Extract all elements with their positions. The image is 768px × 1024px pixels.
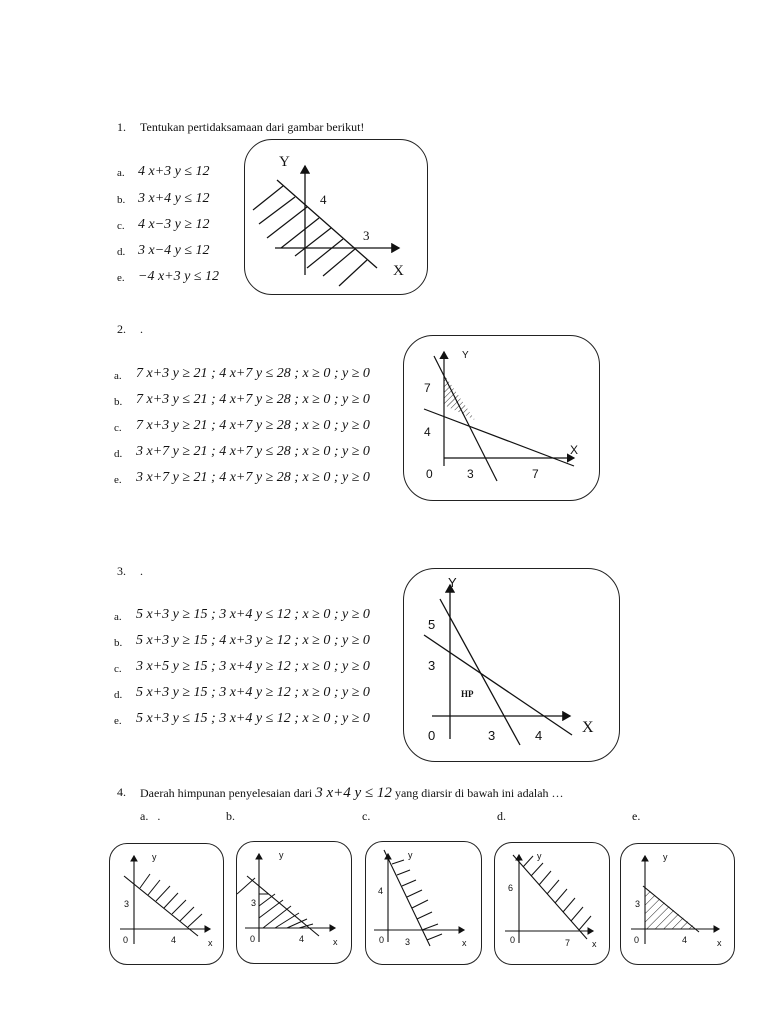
svg-text:x: x xyxy=(208,938,213,948)
q3-line-5x3y xyxy=(440,599,520,745)
q1-graph xyxy=(244,139,428,295)
q3-option-d[interactable]: 5 x+3 y ≥ 15 ; 3 x+4 y ≥ 12 ; x ≥ 0 ; y ≥ 0 xyxy=(136,685,370,700)
q3-y-tick-3: 3 xyxy=(428,658,436,673)
q2-y-tick-7: 7 xyxy=(424,381,431,395)
q3-option-b-letter: b. xyxy=(114,637,123,649)
q4-option-d-graph[interactable] xyxy=(494,842,610,965)
q3-graph xyxy=(403,568,620,762)
q4-option-c-graph[interactable] xyxy=(365,841,482,965)
question-3-number: 3. xyxy=(117,564,126,578)
q4-option-b-graph[interactable] xyxy=(236,841,352,964)
q2-x-tick-0: 0 xyxy=(426,467,433,481)
svg-text:3: 3 xyxy=(251,898,257,908)
q4-option-a-letter: a. . xyxy=(140,809,161,823)
q3-option-e[interactable]: 5 x+3 y ≤ 15 ; 3 x+4 y ≤ 12 ; x ≥ 0 ; y ≥ 0 xyxy=(136,711,370,726)
q4-option-e-graph[interactable] xyxy=(620,843,735,965)
question-4-number: 4. xyxy=(117,785,126,799)
q2-x-tick-3: 3 xyxy=(467,467,474,481)
q1-x-intercept-label: 3 xyxy=(363,228,370,243)
q3-option-a[interactable]: 5 x+3 y ≥ 15 ; 3 x+4 y ≤ 12 ; x ≥ 0 ; y ≥ 0 xyxy=(136,607,370,622)
q3-option-c-letter: c. xyxy=(114,663,122,675)
q1-x-axis-label: X xyxy=(393,263,404,279)
q1-y-axis-label: Y xyxy=(279,154,290,170)
q3-y-axis-label: Y xyxy=(448,575,457,590)
q4-text-before: Daerah himpunan penyelesaian dari xyxy=(140,786,313,800)
svg-text:y: y xyxy=(663,852,668,862)
q1-option-b-letter: b. xyxy=(117,194,126,206)
q4-option-e-letter: e. xyxy=(632,809,641,823)
question-1-number: 1. xyxy=(117,120,126,134)
q3-option-e-letter: e. xyxy=(114,715,122,727)
svg-text:4: 4 xyxy=(171,935,177,945)
q3-x-tick-3: 3 xyxy=(488,728,496,743)
svg-text:3: 3 xyxy=(405,937,411,947)
q2-option-d-letter: d. xyxy=(114,448,123,460)
q1-option-a[interactable]: 4 x+3 y ≤ 12 xyxy=(138,164,210,179)
q1-option-c[interactable]: 4 x−3 y ≥ 12 xyxy=(138,217,210,232)
svg-text:4: 4 xyxy=(682,935,688,945)
question-2-number: 2. xyxy=(117,322,126,336)
svg-text:x: x xyxy=(462,938,467,948)
q1-option-a-letter: a. xyxy=(117,167,125,179)
q3-option-c[interactable]: 3 x+5 y ≥ 15 ; 3 x+4 y ≥ 12 ; x ≥ 0 ; y ≥ 0 xyxy=(136,659,370,674)
svg-text:0: 0 xyxy=(634,935,640,945)
q4-expression: 3 x+4 y ≤ 12 xyxy=(315,785,392,801)
q1-option-c-letter: c. xyxy=(117,220,125,232)
q2-option-a-letter: a. xyxy=(114,370,122,382)
svg-text:y: y xyxy=(279,850,284,860)
question-3-text: . xyxy=(140,564,143,578)
q3-x-axis-label: X xyxy=(582,719,594,736)
q3-option-b[interactable]: 5 x+3 y ≥ 15 ; 4 x+3 y ≥ 12 ; x ≥ 0 ; y ≥ 0 xyxy=(136,633,370,648)
svg-text:4: 4 xyxy=(299,934,305,944)
q3-option-d-letter: d. xyxy=(114,689,123,701)
q2-option-c-letter: c. xyxy=(114,422,122,434)
q3-region-label: HP xyxy=(461,689,474,699)
svg-text:7: 7 xyxy=(565,938,571,948)
q1-option-e[interactable]: −4 x+3 y ≤ 12 xyxy=(138,269,220,284)
q2-option-a[interactable]: 7 x+3 y ≥ 21 ; 4 x+7 y ≤ 28 ; x ≥ 0 ; y ≥ 0 xyxy=(136,366,370,381)
svg-text:y: y xyxy=(152,852,157,862)
svg-text:4: 4 xyxy=(378,886,384,896)
q1-option-b[interactable]: 3 x+4 y ≤ 12 xyxy=(138,191,210,206)
q2-shaded-region xyxy=(444,374,475,420)
svg-text:y: y xyxy=(408,850,413,860)
q2-option-e-letter: e. xyxy=(114,474,122,486)
q3-y-tick-5: 5 xyxy=(428,617,436,632)
q1-boundary-line xyxy=(277,180,377,268)
q2-option-d[interactable]: 3 x+7 y ≥ 21 ; 4 x+7 y ≤ 28 ; x ≥ 0 ; y ≥ 0 xyxy=(136,444,370,459)
svg-text:x: x xyxy=(333,937,338,947)
q2-y-axis-label: Y xyxy=(462,350,469,361)
q2-option-c[interactable]: 7 x+3 y ≥ 21 ; 4 x+7 y ≥ 28 ; x ≥ 0 ; y ≥ 0 xyxy=(136,418,370,433)
svg-text:0: 0 xyxy=(379,935,385,945)
svg-text:x: x xyxy=(717,938,722,948)
q2-x-tick-7: 7 xyxy=(532,467,539,481)
q3-line-3x4y xyxy=(424,635,572,735)
q2-graph xyxy=(403,335,600,501)
q4-option-a-graph[interactable] xyxy=(109,843,224,965)
q2-option-e[interactable]: 3 x+7 y ≥ 21 ; 4 x+7 y ≥ 28 ; x ≥ 0 ; y ≥ 0 xyxy=(136,470,370,485)
q2-x-axis-label: X xyxy=(570,443,579,457)
q4-option-d-letter: d. xyxy=(497,809,506,823)
question-4-text xyxy=(140,785,564,802)
question-1-text: Tentukan pertidaksamaan dari gambar berikut! xyxy=(140,120,365,134)
svg-text:0: 0 xyxy=(510,935,516,945)
q4-option-c-letter: c. xyxy=(362,809,371,823)
q3-x-tick-0: 0 xyxy=(428,728,436,743)
q3-option-a-letter: a. xyxy=(114,611,122,623)
q4-option-b-letter: b. xyxy=(226,809,235,823)
q3-x-tick-4: 4 xyxy=(535,728,543,743)
q1-option-d-letter: d. xyxy=(117,246,126,258)
q1-y-intercept-label: 4 xyxy=(320,192,327,207)
question-2-text: . xyxy=(140,322,143,336)
svg-text:0: 0 xyxy=(250,934,256,944)
q4-text-after: yang diarsir di bawah ini adalah … xyxy=(394,786,564,800)
svg-text:6: 6 xyxy=(508,883,514,893)
svg-text:0: 0 xyxy=(123,935,129,945)
svg-text:y: y xyxy=(537,851,542,861)
q2-y-tick-4: 4 xyxy=(424,425,431,439)
q1-option-d[interactable]: 3 x−4 y ≤ 12 xyxy=(138,243,210,258)
q1-option-e-letter: e. xyxy=(117,272,125,284)
q1-hatching xyxy=(253,186,367,286)
svg-text:3: 3 xyxy=(124,899,130,909)
svg-text:3: 3 xyxy=(635,899,641,909)
q2-option-b-letter: b. xyxy=(114,396,123,408)
svg-text:x: x xyxy=(592,939,597,949)
q2-option-b[interactable]: 7 x+3 y ≤ 21 ; 4 x+7 y ≥ 28 ; x ≥ 0 ; y ≥ 0 xyxy=(136,392,370,407)
